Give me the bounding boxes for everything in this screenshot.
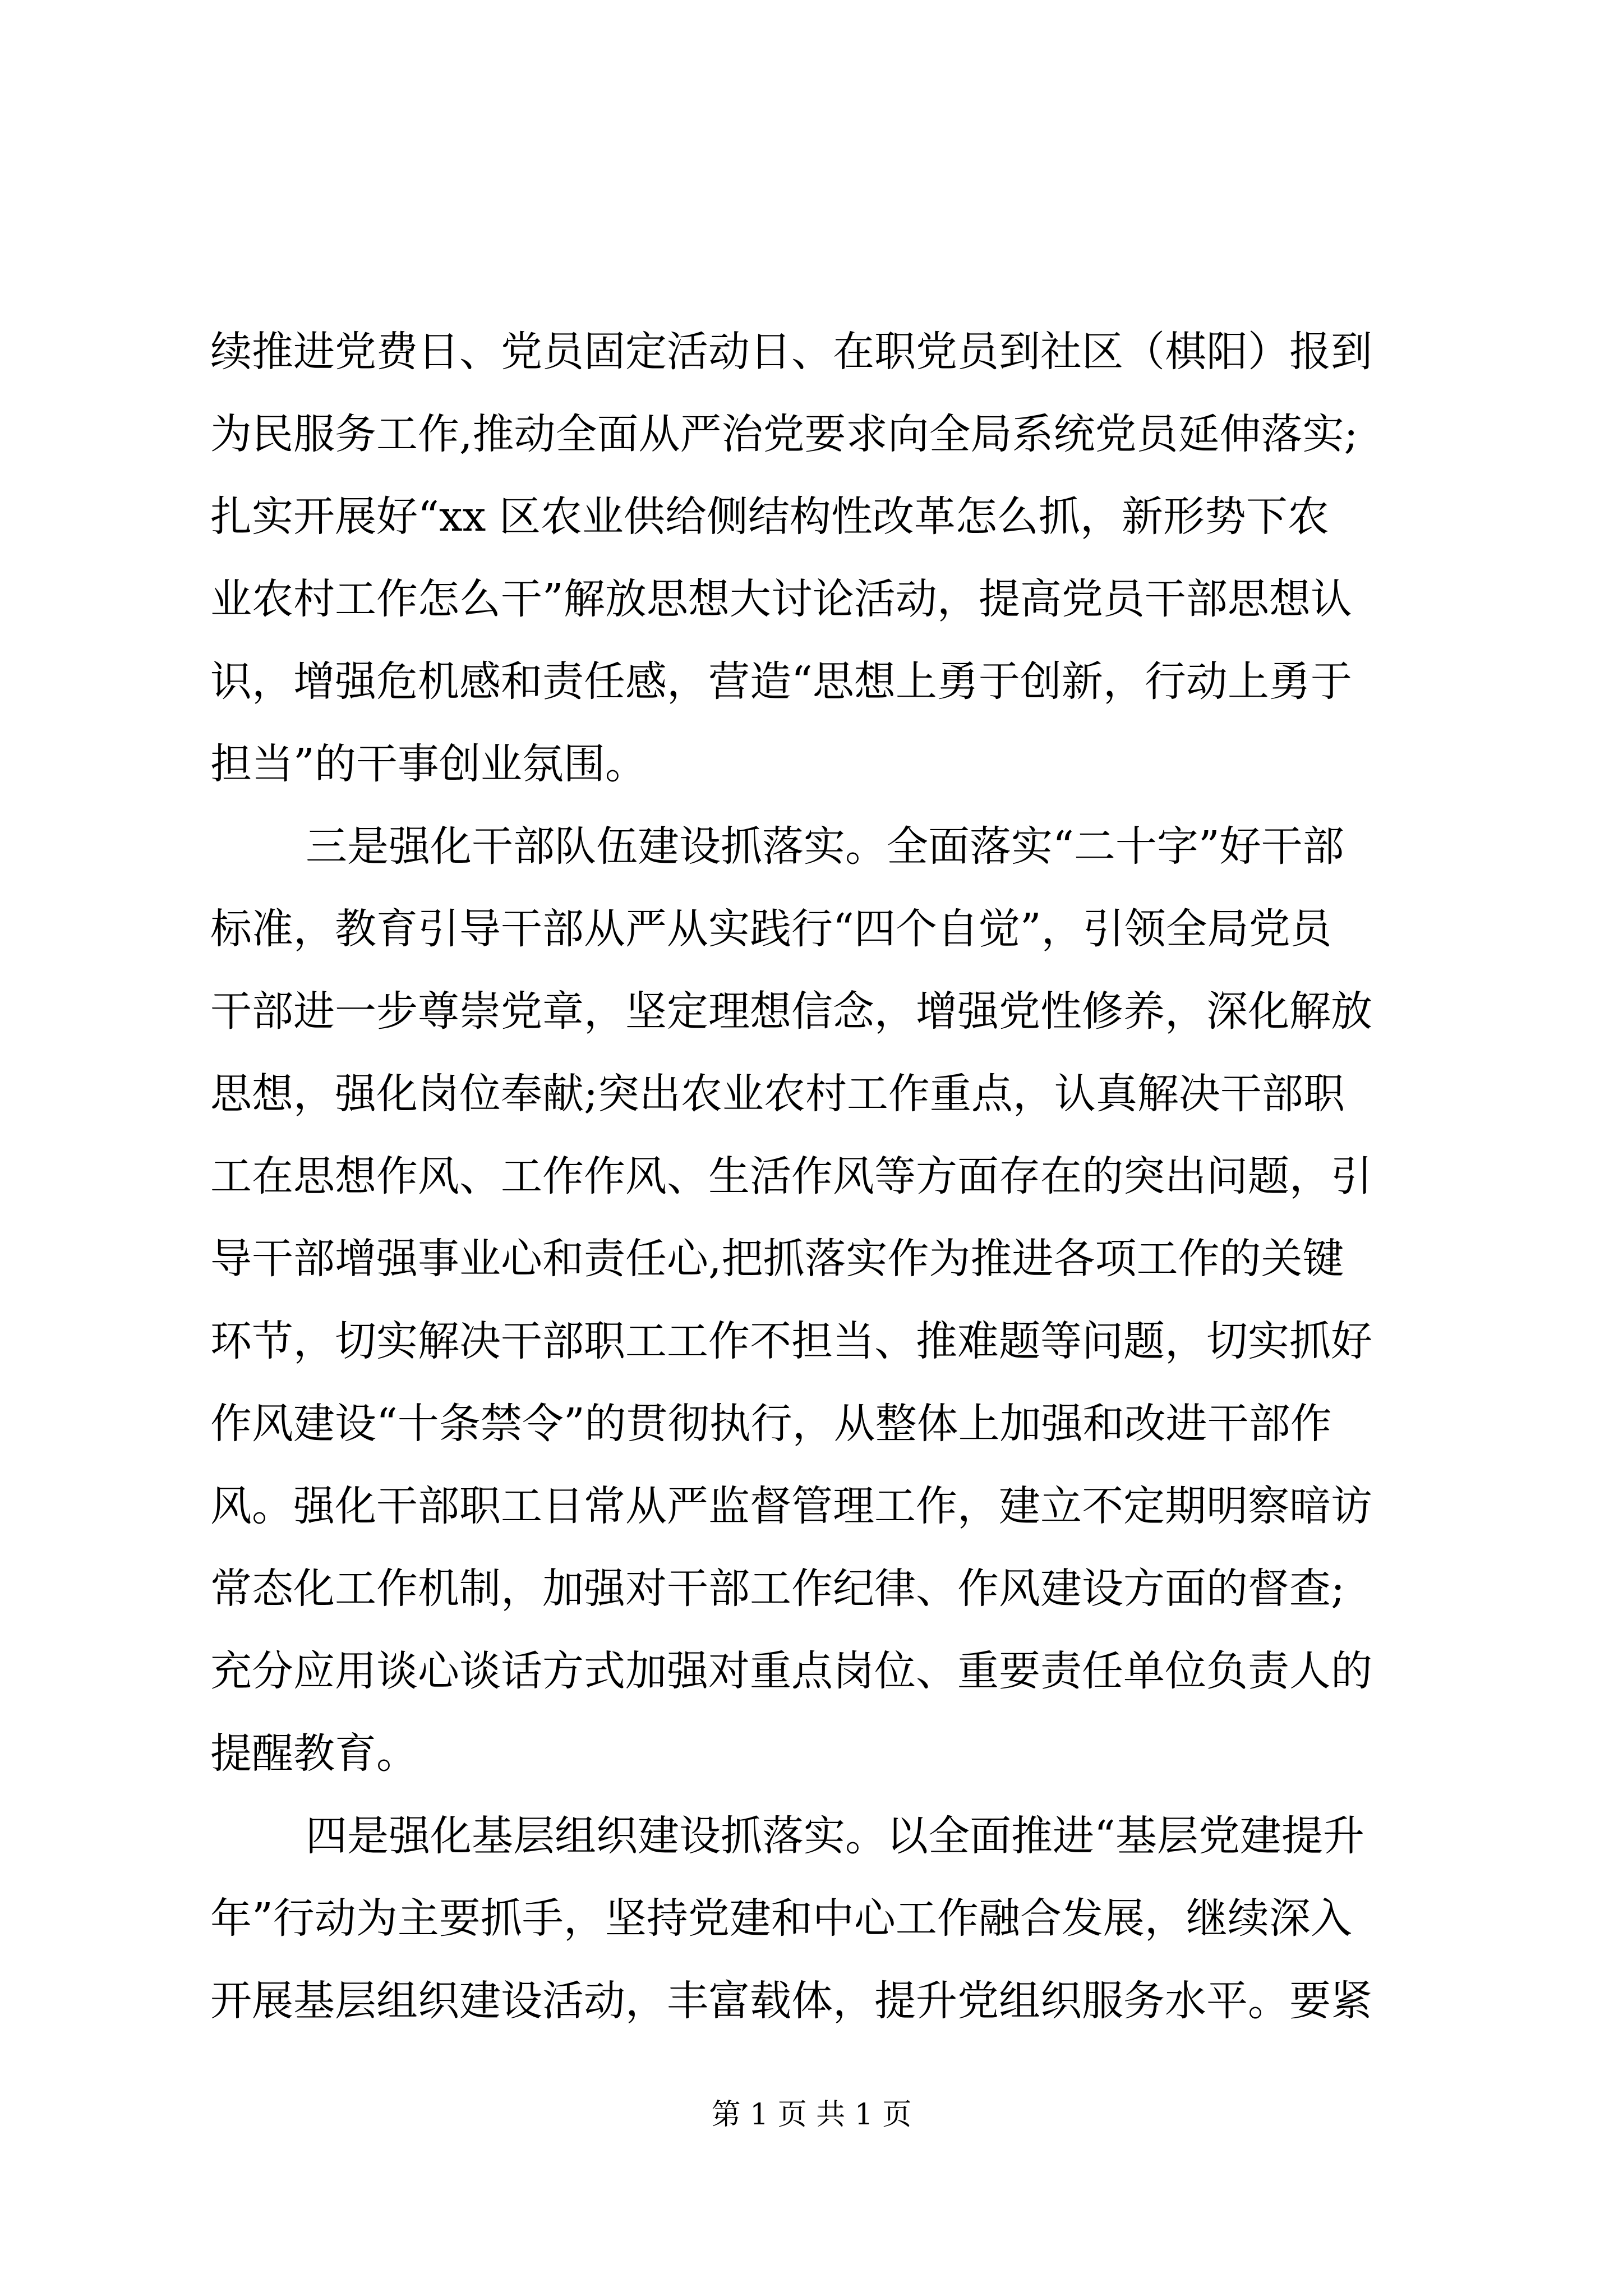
text-line: 环节，切实解决干部职工工作不担当、推难题等问题，切实抓好 bbox=[210, 1317, 1372, 1365]
text-line: 扎实开展好“xx 区农业供给侧结构性改革怎么抓，新形势下农 bbox=[210, 493, 1329, 541]
document-body bbox=[210, 311, 1427, 2042]
text-line: 风。强化干部职工日常从严监督管理工作，建立不定期明察暗访 bbox=[210, 1482, 1372, 1530]
text-line: 为民服务工作,推动全面从严治党要求向全局系统党员延伸落实; bbox=[210, 410, 1358, 458]
text-line: 干部进一步尊崇党章，坚定理想信念，增强党性修养，深化解放 bbox=[210, 987, 1372, 1036]
page-footer: 第 1 页 共 1 页 bbox=[711, 2098, 912, 2132]
text-line: 业农村工作怎么干”解放思想大讨论活动，提高党员干部思想认 bbox=[210, 575, 1352, 623]
text-line: 作风建设“十条禁令”的贯彻执行，从整体上加强和改进干部作 bbox=[210, 1400, 1332, 1448]
text-line: 开展基层组织建设活动，丰富载体，提升党组织服务水平。要紧 bbox=[210, 1977, 1372, 2025]
text-line: 提醒教育。 bbox=[210, 1729, 418, 1778]
text-line: 年”行动为主要抓手，坚持党建和中心工作融合发展，继续深入 bbox=[210, 1894, 1352, 1943]
paragraph-start-line: 三是强化干部队伍建设抓落实。全面落实“二十字”好干部 bbox=[306, 822, 1344, 871]
text-line: 识，增强危机感和责任感，营造“思想上勇于创新，行动上勇于 bbox=[210, 657, 1352, 706]
text-line: 常态化工作机制，加强对干部工作纪律、作风建设方面的督查; bbox=[210, 1565, 1345, 1613]
text-line: 充分应用谈心谈话方式加强对重点岗位、重要责任单位负责人的 bbox=[210, 1647, 1372, 1695]
text-line: 续推进党费日、党员固定活动日、在职党员到社区（棋阳）报到 bbox=[210, 328, 1372, 376]
text-line: 担当”的干事创业氛围。 bbox=[210, 740, 647, 788]
text-line: 标准，教育引导干部从严从实践行“四个自觉”，引领全局党员 bbox=[210, 905, 1332, 953]
text-line: 工在思想作风、工作作风、生活作风等方面存在的突出问题，引 bbox=[210, 1152, 1372, 1200]
text-line: 导干部增强事业心和责任心,把抓落实作为推进各项工作的关键 bbox=[210, 1235, 1344, 1283]
text-line: 思想，强化岗位奉献;突出农业农村工作重点，认真解决干部职 bbox=[210, 1070, 1345, 1118]
paragraph-start-line: 四是强化基层组织建设抓落实。以全面推进“基层党建提升 bbox=[306, 1812, 1364, 1860]
